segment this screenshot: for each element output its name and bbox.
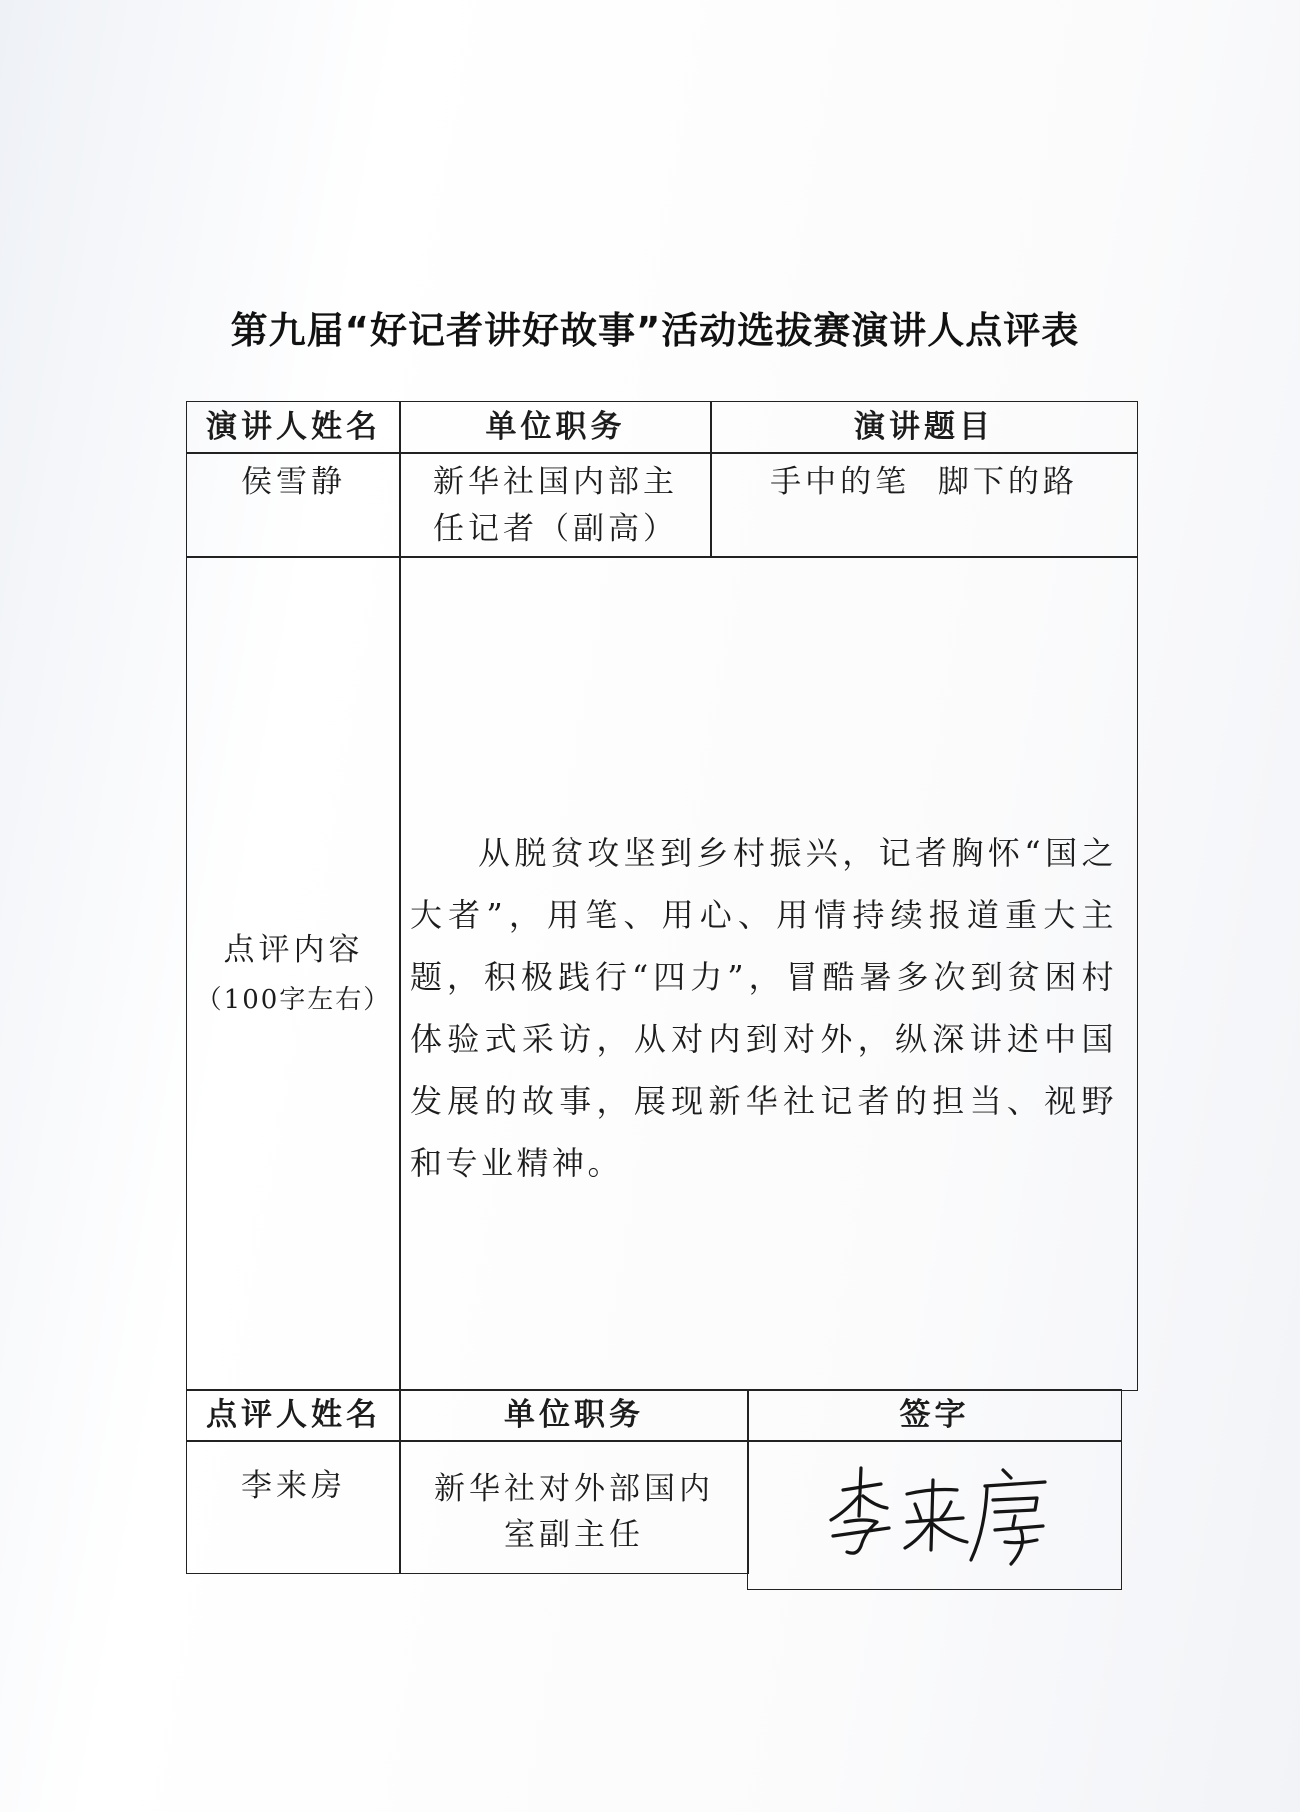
header-speaker-name: 演讲人姓名 [186,401,401,454]
document-title: 第九届“好记者讲好故事”活动选拔赛演讲人点评表 [230,309,1080,352]
comment-content-cell [399,556,1138,1391]
header-reviewer-name: 点评人姓名 [186,1389,401,1442]
comment-text: 从脱贫攻坚到乡村振兴，记者胸怀“国之大者”，用笔、用心、用情持续报道重大主题，积极践行“四力”，冒酷暑多次到贫困村体验式采访，从对内到对外，纵深讲述中国发展的故事，展现新华社记者的担当、视野和专业精神。 [410,834,1117,1182]
reviewer-position: 新华社对外部国内室副主任 [399,1440,749,1574]
reviewer-name: 李来房 [186,1440,401,1574]
header-speaker-position: 单位职务 [399,401,712,454]
header-reviewer-position: 单位职务 [399,1389,749,1442]
comment-label: 点评内容 [223,931,364,968]
speaker-name: 侯雪静 [186,452,401,558]
speaker-position: 新华社国内部主任记者（副高） [399,452,712,558]
header-speech-topic: 演讲题目 [710,401,1138,454]
comment-label-cell [186,556,401,1391]
handwritten-signature [815,1460,1055,1570]
comment-word-limit: （100字左右） [195,985,392,1016]
speech-topic: 手中的笔 脚下的路 [710,452,1138,558]
header-signature: 签字 [747,1389,1122,1442]
signature-cell [747,1440,1122,1590]
